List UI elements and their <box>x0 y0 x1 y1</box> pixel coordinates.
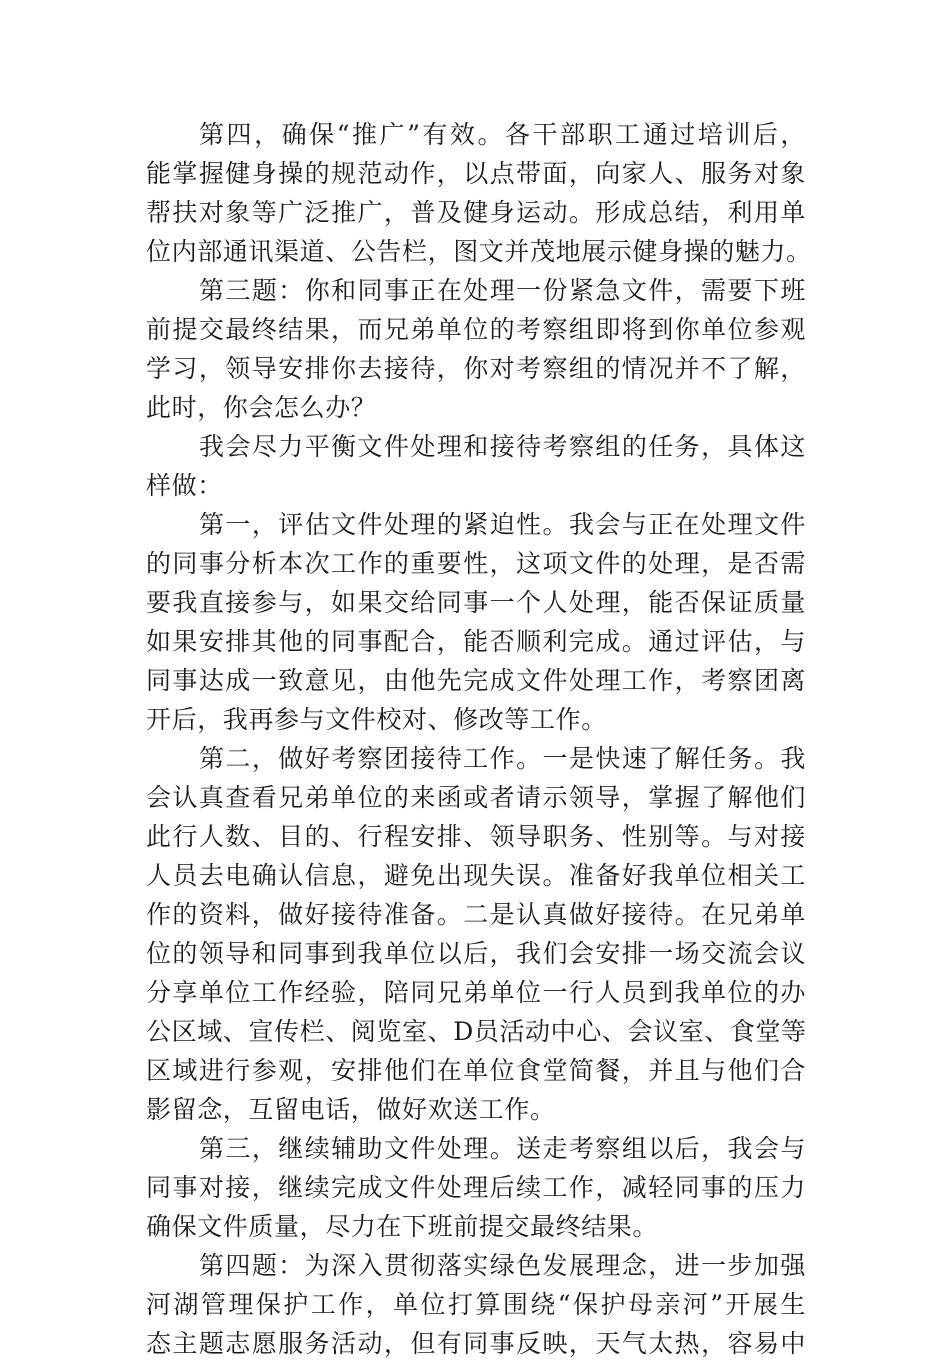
text-line: 此时，你会怎么办？ <box>146 393 377 422</box>
text-line: 第四，确保“推广”有效。各干部职工通过培训后， <box>199 120 806 149</box>
text-line: 作的资料，做好接待准备。二是认真做好接待。在兄弟单 <box>146 900 806 929</box>
text-line: 影留念，互留电话，做好欢送工作。 <box>146 1095 556 1124</box>
text-line: 前提交最终结果，而兄弟单位的考察组即将到你单位参观 <box>146 315 806 344</box>
text-line: 学习，领导安排你去接待，你对考察组的情况并不了解， <box>146 354 806 383</box>
text-line: 第三，继续辅助文件处理。送走考察组以后，我会与 <box>199 1134 806 1163</box>
text-line: 如果安排其他的同事配合，能否顺利完成。通过评估，与 <box>146 627 806 656</box>
text-line: 河湖管理保护工作，单位打算围绕“保护母亲河”开展生 <box>146 1290 806 1319</box>
text-line: 确保文件质量，尽力在下班前提交最终结果。 <box>146 1212 659 1241</box>
text-line: 能掌握健身操的规范动作，以点带面，向家人、服务对象 <box>146 159 806 188</box>
text-line: 会认真查看兄弟单位的来函或者请示领导，掌握了解他们 <box>146 783 806 812</box>
text-line: 第二，做好考察团接待工作。一是快速了解任务。我 <box>199 744 806 773</box>
text-line: 位内部通讯渠道、公告栏，图文并茂地展示健身操的魅力。 <box>146 237 812 266</box>
text-line: 第四题：为深入贯彻落实绿色发展理念，进一步加强 <box>199 1251 806 1280</box>
text-line: 我会尽力平衡文件处理和接待考察组的任务，具体这 <box>199 432 806 461</box>
text-line: 第三题：你和同事正在处理一份紧急文件，需要下班 <box>199 276 806 305</box>
text-line: 人员去电确认信息，避免出现失误。准备好我单位相关工 <box>146 861 806 890</box>
text-line: 第一，评估文件处理的紧迫性。我会与正在处理文件 <box>199 510 806 539</box>
text-line: 同事达成一致意见，由他先完成文件处理工作，考察团离 <box>146 666 806 695</box>
text-line: 帮扶对象等广泛推广，普及健身运动。形成总结，利用单 <box>146 198 806 227</box>
text-line: 公区域、宣传栏、阅览室、D员活动中心、会议室、食堂等 <box>146 1017 807 1046</box>
text-line: 区域进行参观，安排他们在单位食堂简餐，并且与他们合 <box>146 1056 806 1085</box>
text-line: 同事对接，继续完成文件处理后续工作，减轻同事的压力 <box>146 1173 806 1202</box>
text-line: 样做： <box>146 471 223 500</box>
text-line: 的同事分析本次工作的重要性，这项文件的处理，是否需 <box>146 549 806 578</box>
text-line: 开后，我再参与文件校对、修改等工作。 <box>146 705 607 734</box>
document-body <box>146 115 812 1363</box>
text-line: 此行人数、目的、行程安排、领导职务、性别等。与对接 <box>146 822 806 851</box>
text-line: 位的领导和同事到我单位以后，我们会安排一场交流会议 <box>146 939 806 968</box>
text-line: 要我直接参与，如果交给同事一个人处理，能否保证质量 <box>146 588 806 617</box>
text-line: 态主题志愿服务活动，但有同事反映，天气太热，容易中 <box>146 1329 806 1358</box>
text-line: 分享单位工作经验，陪同兄弟单位一行人员到我单位的办 <box>146 978 806 1007</box>
